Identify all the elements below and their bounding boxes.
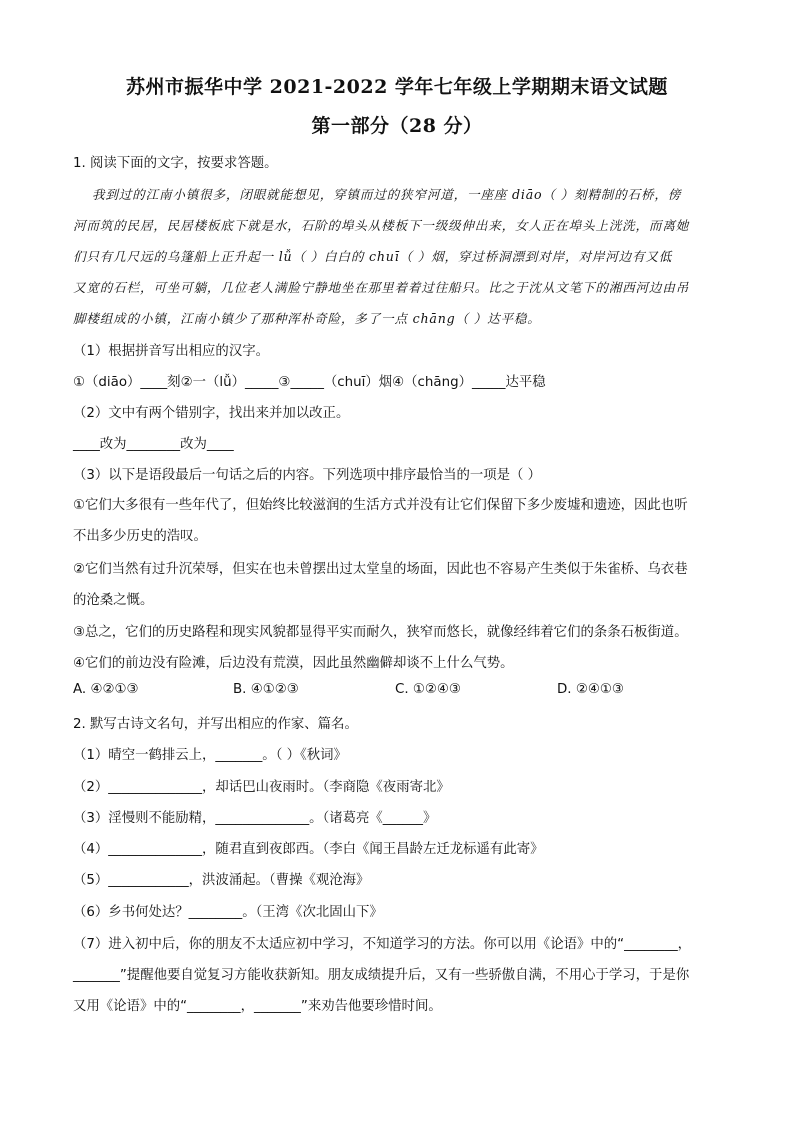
recitation-item-7: _______”提醒他要自觉复习方能收获新知。朋友成绩提升后，又有一些骄傲自满，不用心于学习，于是你 — [73, 968, 690, 983]
sentence-item: 的沧桑之慨。 — [73, 593, 154, 608]
sub-question-3: （3）以下是语段最后一句话之后的内容。下列选项中排序最恰当的一项是（ ） — [73, 468, 542, 483]
passage-line: 又宽的石栏，可坐可躺，几位老人满脸宁静地坐在那里着着过往船只。比之于沈从文笔下的湘西河边由吊 — [73, 280, 690, 295]
passage-line: 们只有几尺远的乌篷船上正升起一 lǚ（ ）白白的 chuī（ ）烟，穿过桥洞漂到对岸，对岸河边有又低 — [73, 249, 673, 264]
recitation-item-7: 又用《论语》中的“________，_______”来劝告他要珍惜时间。 — [73, 999, 442, 1014]
question-2-stem: 2. 默写古诗文名句，并写出相应的作家、篇名。 — [73, 717, 358, 732]
passage-line: 我到过的江南小镇很多，闭眼就能想见，穿镇而过的狭窄河道，一座座 diāo（ ）刻精制的石桥，傍 — [92, 187, 682, 202]
passage-line: 脚楼组成的小镇，江南小镇少了那种浑朴奇险，多了一点 chāng（ ）达平稳。 — [73, 311, 541, 326]
sentence-item: 不出多少历史的浩叹。 — [73, 529, 207, 544]
option-b: B. ④①②③ — [233, 682, 299, 697]
option-d: D. ②④①③ — [557, 682, 624, 697]
recitation-item: （2）______________，却话巴山夜雨时。（李商隐《夜雨寄北》 — [73, 780, 450, 795]
recitation-item: （4）______________，随君直到夜郎西。（李白《闻王昌龄左迁龙标遥有此寄》 — [73, 842, 544, 857]
section-title: 第一部分（28 分） — [311, 115, 483, 137]
sub-question-2-answer-line: ____改为________改为____ — [73, 437, 234, 452]
option-a: A. ④②①③ — [73, 682, 139, 697]
sub-question-1-answer-line: ①（diāo）____刻②一（lǚ）_____③_____（chuī）烟④（chāng）_____达平稳 — [73, 375, 546, 390]
passage-line: 河而筑的民居，民居楼板底下就是水，石阶的埠头从楼板下一级级伸出来，女人正在埠头上洸洗，而离她 — [73, 218, 690, 233]
sentence-item: ①它们大多很有一些年代了，但始终比较滋润的生活方式并没有让它们保留下多少废墟和遗迹，因此也听 — [73, 498, 688, 513]
recitation-item: （3）淫慢则不能励精，______________。（诸葛亮《______》 — [73, 811, 437, 826]
recitation-item: （6）乡书何处达？________。（王湾《次北固山下》 — [73, 905, 383, 920]
question-1-stem: 1. 阅读下面的文字，按要求答题。 — [73, 156, 278, 171]
option-c: C. ①②④③ — [395, 682, 461, 697]
recitation-item-7: （7）进入初中后，你的朋友不太适应初中学习，不知道学习的方法。你可以用《论语》中的“________， — [73, 937, 692, 952]
sub-question-1: （1）根据拼音写出相应的汉字。 — [73, 344, 269, 359]
sentence-item: ③总之，它们的历史路程和现实风貌都显得平实而耐久，狭窄而悠长，就像经纬着它们的条条石板街道。 — [73, 625, 688, 640]
sentence-item: ④它们的前边没有险滩，后边没有荒漠，因此虽然幽僻却谈不上什么气势。 — [73, 656, 514, 671]
recitation-item: （1）晴空一鹤排云上，_______。（ ）《秋词》 — [73, 748, 347, 763]
exam-title: 苏州市振华中学 2021-2022 学年七年级上学期期末语文试题 — [126, 76, 668, 98]
sentence-item: ②它们当然有过升沉荣辱，但实在也未曾摆出过太堂皇的场面，因此也不容易产生类似于朱雀桥、乌衣巷 — [73, 562, 688, 577]
sub-question-2: （2）文中有两个错别字，找出来并加以改正。 — [73, 406, 350, 421]
recitation-item: （5）____________，洪波涌起。（曹操《观沧海》 — [73, 873, 370, 888]
